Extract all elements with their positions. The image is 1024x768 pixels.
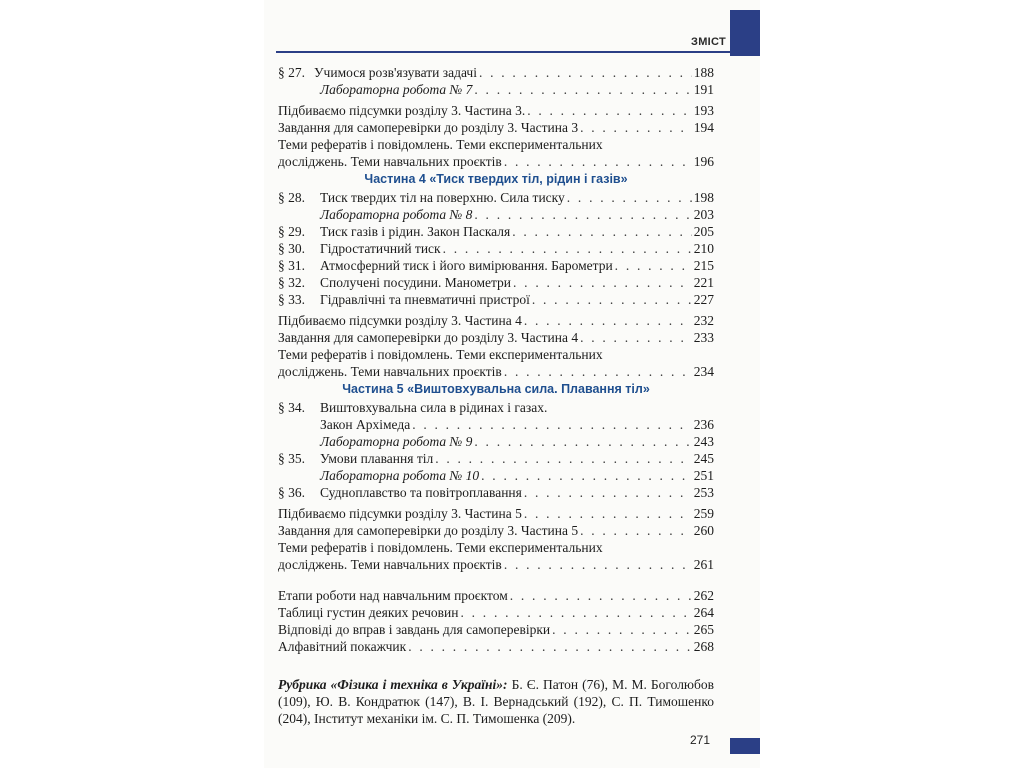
entry-title: Підбиваємо підсумки розділу 3. Частина 3. bbox=[278, 103, 526, 118]
entry-page: 198 bbox=[693, 190, 714, 205]
dot-leader bbox=[435, 450, 692, 467]
entry-title: Гідравлічні та пневматичні пристрої bbox=[320, 292, 530, 307]
entry-title: Сполучені посудини. Манометри bbox=[320, 275, 512, 290]
toc-entry bbox=[278, 102, 714, 119]
dot-leader bbox=[567, 189, 692, 206]
toc-entry bbox=[278, 505, 714, 522]
dot-leader bbox=[474, 433, 691, 450]
entry-title-line1: Теми рефератів і повідомлень. Теми експериментальних bbox=[278, 347, 603, 362]
entry-title: Тиск газів і рідин. Закон Паскаля bbox=[320, 224, 511, 239]
entry-page: 245 bbox=[693, 451, 714, 466]
dot-leader bbox=[504, 363, 692, 380]
entry-title: Лабораторна робота № 9 bbox=[320, 434, 473, 449]
dot-leader bbox=[443, 240, 692, 257]
dot-leader bbox=[532, 291, 692, 308]
chapter-tab-marker bbox=[730, 10, 760, 56]
dot-leader bbox=[510, 587, 692, 604]
section-number: § 31. bbox=[278, 258, 305, 273]
entry-title-line1: Виштовхувальна сила в рідинах і газах. bbox=[320, 400, 548, 415]
toc-entry bbox=[278, 64, 714, 81]
dot-leader bbox=[552, 621, 692, 638]
entry-title: Завдання для самоперевірки до розділу 3. Частина 5 bbox=[278, 523, 579, 538]
toc-entry bbox=[278, 206, 714, 223]
toc-entry bbox=[278, 450, 714, 467]
entry-page: 191 bbox=[693, 82, 714, 97]
dot-leader bbox=[504, 153, 692, 170]
entry-page: 264 bbox=[693, 605, 714, 620]
rubric-title: Рубрика «Фізика і техніка в Україні»: bbox=[278, 677, 508, 692]
entry-page: 232 bbox=[693, 313, 714, 328]
dot-leader bbox=[527, 102, 692, 119]
entry-page: 268 bbox=[693, 639, 714, 654]
entry-page: 203 bbox=[693, 207, 714, 222]
section-number: § 33. bbox=[278, 292, 305, 307]
toc-entry bbox=[278, 240, 714, 257]
entry-page: 251 bbox=[693, 468, 714, 483]
entry-title: Умови плавання тіл bbox=[320, 451, 434, 466]
toc-entry bbox=[278, 291, 714, 308]
dot-leader bbox=[524, 312, 692, 329]
dot-leader bbox=[481, 467, 692, 484]
table-of-contents bbox=[278, 64, 714, 655]
entry-title: Атмосферний тиск і його вимірювання. Барометри bbox=[320, 258, 613, 273]
dot-leader bbox=[474, 81, 691, 98]
toc-entry bbox=[278, 416, 714, 433]
entry-title: досліджень. Теми навчальних проєктів bbox=[278, 154, 502, 169]
entry-title: Учимося розв'язувати задачі bbox=[314, 65, 477, 80]
toc-entry bbox=[278, 312, 714, 329]
entry-title: Лабораторна робота № 10 bbox=[320, 468, 480, 483]
toc-entry bbox=[278, 604, 714, 621]
entry-page: 236 bbox=[693, 417, 714, 432]
entry-title: Лабораторна робота № 8 bbox=[320, 207, 473, 222]
toc-entry bbox=[278, 274, 714, 291]
part-heading: Частина 5 «Виштовхувальна сила. Плавання тіл» bbox=[342, 382, 650, 396]
entry-title: Таблиці густин деяких речовин bbox=[278, 605, 459, 620]
entry-page: 233 bbox=[693, 330, 714, 345]
header-rule bbox=[276, 51, 730, 53]
dot-leader bbox=[504, 556, 692, 573]
dot-leader bbox=[524, 505, 692, 522]
section-number: § 28. bbox=[278, 190, 305, 205]
running-header-title: ЗМІСТ bbox=[691, 36, 726, 48]
entry-page: 261 bbox=[693, 557, 714, 572]
dot-leader bbox=[474, 206, 691, 223]
entry-page: 260 bbox=[693, 523, 714, 538]
entry-title-line1: Теми рефератів і повідомлень. Теми експериментальних bbox=[278, 540, 603, 555]
dot-leader bbox=[580, 119, 692, 136]
entry-title: Гідростатичний тиск bbox=[320, 241, 441, 256]
entry-page: 253 bbox=[693, 485, 714, 500]
toc-entry bbox=[278, 119, 714, 136]
dot-leader bbox=[513, 274, 692, 291]
dot-leader bbox=[580, 522, 692, 539]
entry-page: 188 bbox=[693, 65, 714, 80]
entry-page: 194 bbox=[693, 120, 714, 135]
entry-title: Відповіді до вправ і завдань для самоперевірки bbox=[278, 622, 551, 637]
entry-title: Алфавітний покажчик bbox=[278, 639, 407, 654]
entry-page: 221 bbox=[693, 275, 714, 290]
toc-entry bbox=[278, 363, 714, 380]
entry-page: 265 bbox=[693, 622, 714, 637]
dot-leader bbox=[512, 223, 692, 240]
toc-entry bbox=[278, 522, 714, 539]
dot-leader bbox=[479, 64, 692, 81]
entry-title: досліджень. Теми навчальних проєктів bbox=[278, 364, 502, 379]
page-number-tab-marker bbox=[730, 738, 760, 754]
toc-entry bbox=[278, 153, 714, 170]
entry-title: Завдання для самоперевірки до розділу 3. Частина 3 bbox=[278, 120, 579, 135]
section-number: § 30. bbox=[278, 241, 305, 256]
toc-entry bbox=[278, 329, 714, 346]
entry-title: Тиск твердих тіл на поверхню. Сила тиску bbox=[320, 190, 565, 205]
section-number: § 32. bbox=[278, 275, 305, 290]
entry-title: Судноплавство та повітроплавання bbox=[320, 485, 522, 500]
entry-title: Етапи роботи над навчальним проєктом bbox=[278, 588, 508, 603]
entry-page: 262 bbox=[693, 588, 714, 603]
dot-leader bbox=[412, 416, 692, 433]
dot-leader bbox=[408, 638, 692, 655]
toc-entry bbox=[278, 257, 714, 274]
page-number: 271 bbox=[689, 733, 710, 747]
entry-page: 210 bbox=[693, 241, 714, 256]
entry-page: 259 bbox=[693, 506, 714, 521]
toc-entry bbox=[278, 556, 714, 573]
dot-leader bbox=[615, 257, 692, 274]
toc-entry bbox=[278, 433, 714, 450]
section-number: § 35. bbox=[278, 451, 305, 466]
section-number: § 34. bbox=[278, 400, 305, 415]
entry-page: 234 bbox=[693, 364, 714, 379]
dot-leader bbox=[461, 604, 692, 621]
section-number: § 27. bbox=[278, 65, 305, 80]
entry-page: 205 bbox=[693, 224, 714, 239]
entry-page: 196 bbox=[693, 154, 714, 169]
toc-entry bbox=[278, 467, 714, 484]
toc-entry bbox=[278, 587, 714, 604]
rubric-text: Б. Є. Патон (76), М. М. Боголюбов (109), Ю. В. Кондратюк (147), В. І. Вернадський (192), С. П. Тимошенко (204), Інститут механіки ім. С. П. Тимошенка (209). bbox=[278, 677, 715, 726]
toc-entry bbox=[278, 484, 714, 501]
toc-entry bbox=[278, 638, 714, 655]
toc-entry bbox=[278, 223, 714, 240]
entry-page: 215 bbox=[693, 258, 714, 273]
toc-entry bbox=[278, 399, 714, 416]
entry-title: Лабораторна робота № 7 bbox=[320, 82, 473, 97]
entry-title: Підбиваємо підсумки розділу 3. Частина 4 bbox=[278, 313, 522, 328]
toc-entry bbox=[278, 621, 714, 638]
section-number: § 29. bbox=[278, 224, 305, 239]
part-heading: Частина 4 «Тиск твердих тіл, рідин і газів» bbox=[364, 172, 628, 186]
dot-leader bbox=[524, 484, 692, 501]
entry-title: Закон Архімеда bbox=[320, 417, 411, 432]
section-number: § 36. bbox=[278, 485, 305, 500]
toc-entry bbox=[278, 189, 714, 206]
entry-title: Підбиваємо підсумки розділу 3. Частина 5 bbox=[278, 506, 522, 521]
entry-page: 193 bbox=[693, 103, 714, 118]
entry-page: 227 bbox=[693, 292, 714, 307]
rubric-paragraph bbox=[278, 676, 714, 727]
entry-page: 243 bbox=[693, 434, 714, 449]
dot-leader bbox=[580, 329, 692, 346]
toc-entry bbox=[278, 81, 714, 98]
entry-title: досліджень. Теми навчальних проєктів bbox=[278, 557, 502, 572]
entry-title: Завдання для самоперевірки до розділу 3. Частина 4 bbox=[278, 330, 579, 345]
entry-title-line1: Теми рефератів і повідомлень. Теми експериментальних bbox=[278, 137, 603, 152]
